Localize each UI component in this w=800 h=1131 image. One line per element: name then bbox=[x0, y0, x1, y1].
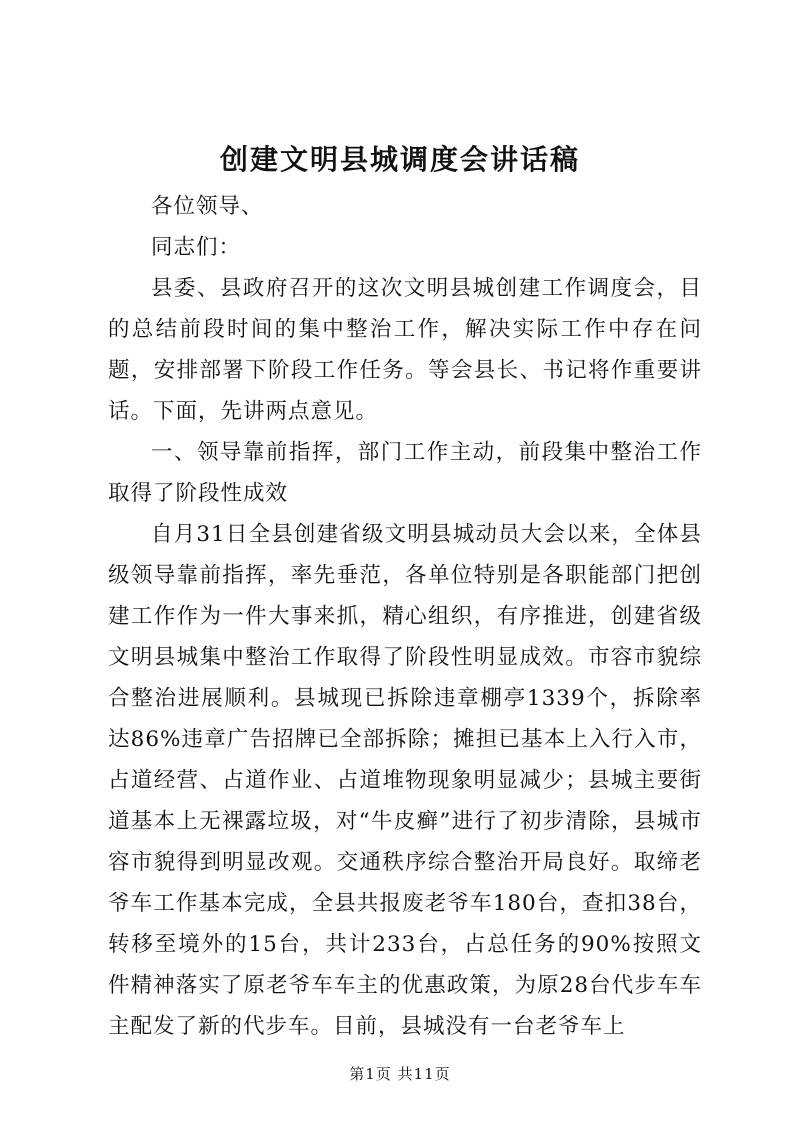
body-paragraph: 自月31日全县创建省级文明县城动员大会以来，全体县级领导靠前指挥，率先垂范，各单位特别是各职能部门把创建工作作为一件大事来抓，精心组织，有序推进，创建省级文明县城集中整治工作取得了阶段性明显成效。市容市貌综合整治进展顺利。县城现已拆除违章棚亭1339个，拆除率达86%违章广告招牌已全部拆除；摊担已基本上入行入市，占道经营、占道作业、占道堆物现象明显减少；县城主要街道基本上无裸露垃圾，对“牛皮癣”进行了初步清除，县城市容市貌得到明显改观。交通秩序综合整治开局良好。取缔老爷车工作基本完成，全县共报废老爷车180台，查扣38台，转移至境外的15台，共计233台，占总任务的90%按照文件精神落实了原老爷车车主的优惠政策，为原28台代步车车主配发了新的代步车。目前，县城没有一台老爷车上 bbox=[108, 522, 702, 1039]
intro-paragraph: 县委、县政府召开的这次文明县城创建工作调度会，目的总结前段时间的集中整治工作，解决实际工作中存在问题，安排部署下阶段工作任务。等会县长、书记将作重要讲话。下面，先讲两点意见。 bbox=[108, 276, 702, 424]
document-body bbox=[108, 186, 702, 1047]
page-footer: 第1页 共11页 bbox=[349, 1065, 451, 1083]
document-title: 创建文明县城调度会讲话稿 bbox=[219, 143, 580, 176]
salutation-comrades: 同志们： bbox=[151, 235, 242, 260]
salutation-leaders: 各位领导、 bbox=[151, 194, 264, 219]
section-heading-one: 一、领导靠前指挥，部门工作主动，前段集中整治工作取得了阶段性成效 bbox=[108, 440, 702, 506]
